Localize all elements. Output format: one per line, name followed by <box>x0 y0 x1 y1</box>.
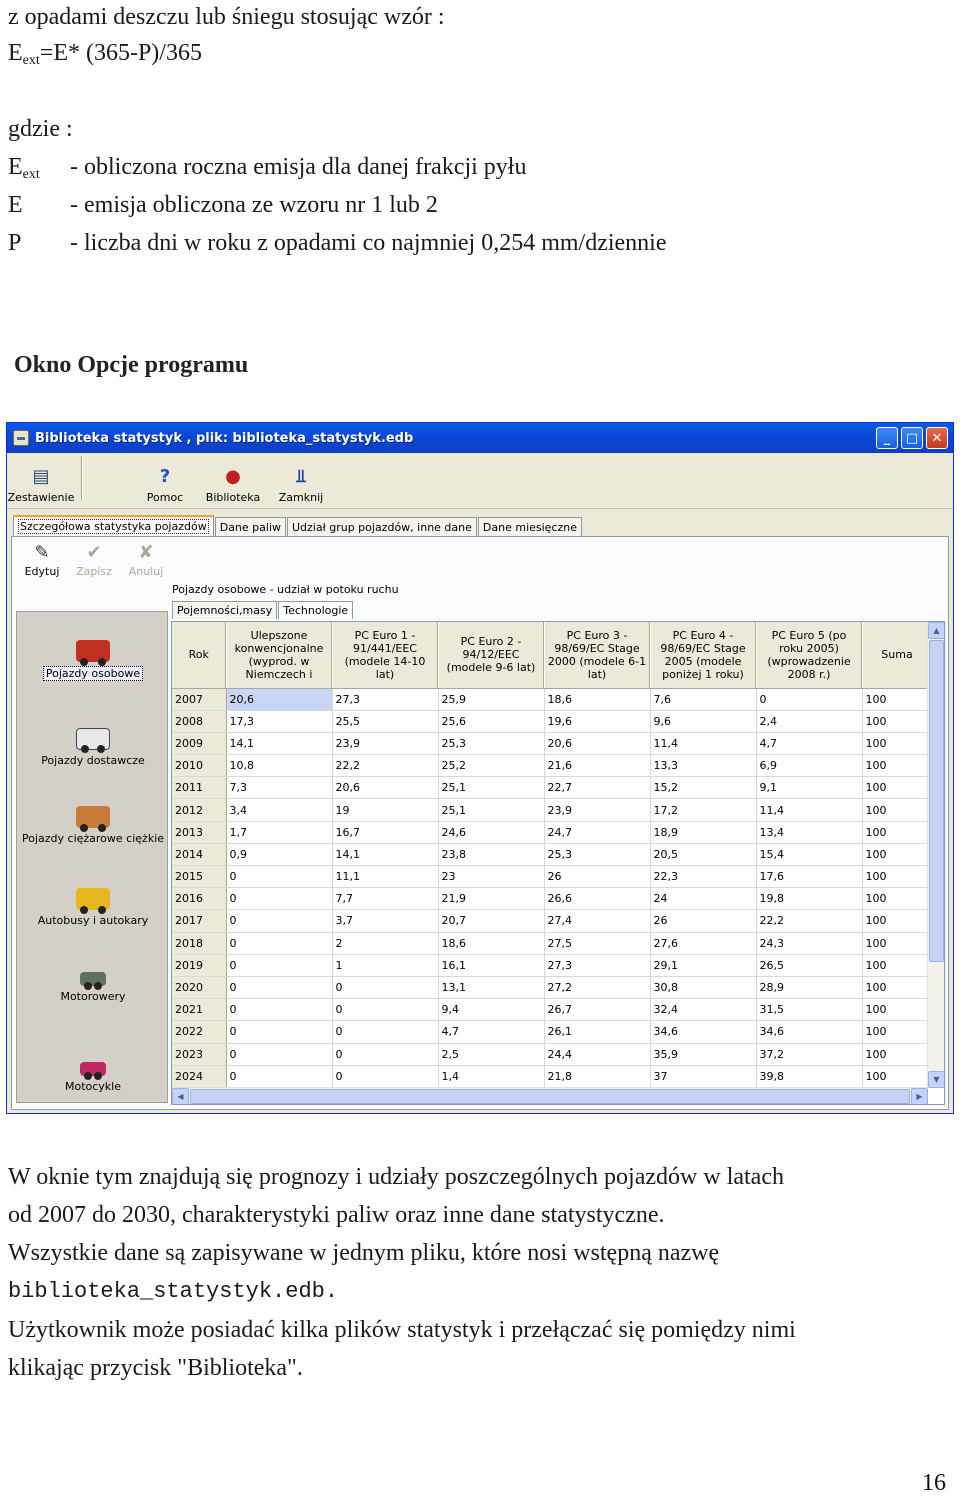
share-cell[interactable]: 100 <box>862 1065 932 1087</box>
gdzie-label: gdzie : <box>8 116 73 142</box>
share-cell[interactable]: 0 <box>332 1065 438 1087</box>
share-cell[interactable]: 0 <box>226 888 332 910</box>
definition-line: E - emisja obliczona ze wzoru nr 1 lub 2 <box>8 192 438 218</box>
definition-line: P - liczba dni w roku z opadami co najmniej 0,254 mm/dziennie <box>8 230 667 256</box>
share-cell[interactable]: 100 <box>862 710 932 732</box>
column-header[interactable]: Suma <box>862 622 932 688</box>
share-cell[interactable]: 100 <box>862 888 932 910</box>
share-cell[interactable]: 4,7 <box>756 732 862 754</box>
column-header[interactable]: PC Euro 1 - 91/441/EEC (modele 14-10 lat) <box>332 622 438 688</box>
paragraph-line: od 2007 do 2030, charakterystyki paliw oraz inne dane statystyczne. <box>8 1202 665 1228</box>
formula-symbol: E <box>8 40 23 66</box>
share-cell[interactable]: 7,6 <box>650 688 756 710</box>
library-button[interactable]: ● Biblioteka <box>205 465 261 504</box>
share-cell[interactable]: 29,1 <box>650 954 756 976</box>
minimize-button[interactable]: _ <box>876 427 898 449</box>
x-mark-icon: ✘ <box>138 541 154 563</box>
share-cell[interactable]: 100 <box>862 866 932 888</box>
share-cell[interactable]: 100 <box>862 999 932 1021</box>
share-cell[interactable]: 27,5 <box>544 932 650 954</box>
category-mopeds[interactable]: Motorowery <box>17 972 168 1003</box>
share-cell[interactable]: 7,3 <box>226 777 332 799</box>
share-cell[interactable]: 28,9 <box>756 976 862 998</box>
year-cell: 2023 <box>172 1043 226 1065</box>
share-cell[interactable]: 14,1 <box>332 843 438 865</box>
share-cell[interactable]: 0 <box>226 1021 332 1043</box>
share-cell[interactable]: 21,6 <box>544 755 650 777</box>
share-cell[interactable]: 20,7 <box>438 910 544 932</box>
scroll-down-icon[interactable]: ▼ <box>928 1071 945 1088</box>
formula <box>8 38 202 76</box>
share-cell[interactable]: 26,5 <box>756 954 862 976</box>
column-header[interactable]: PC Euro 5 (po roku 2005) (wprowadzenie 2008 r.) <box>756 622 862 688</box>
category-buses[interactable]: Autobusy i autokary <box>17 888 168 927</box>
share-cell[interactable]: 6,9 <box>756 755 862 777</box>
share-cell[interactable]: 20,6 <box>332 777 438 799</box>
share-cell[interactable]: 13,1 <box>438 976 544 998</box>
share-cell[interactable]: 34,6 <box>650 1021 756 1043</box>
table-row[interactable] <box>172 821 932 843</box>
pencil-icon: ✎ <box>34 541 50 563</box>
scroll-right-icon[interactable]: ▶ <box>911 1088 928 1105</box>
close-button[interactable]: ✕ <box>926 427 948 449</box>
cancel-button[interactable]: ✘ Anuluj <box>128 541 164 578</box>
table-row[interactable] <box>172 799 932 821</box>
share-cell[interactable]: 100 <box>862 843 932 865</box>
exit-icon: ⫫ <box>295 465 307 487</box>
share-cell[interactable]: 0 <box>226 976 332 998</box>
horizontal-scrollbar[interactable] <box>172 1087 928 1104</box>
paragraph-line: Użytkownik może posiadać kilka plików statystyk i przełączać się pomiędzy nimi <box>8 1317 796 1343</box>
share-cell[interactable]: 25,1 <box>438 799 544 821</box>
share-cell[interactable]: 24 <box>650 888 756 910</box>
share-cell[interactable]: 27,3 <box>544 954 650 976</box>
page-number: 16 <box>922 1470 946 1496</box>
share-cell[interactable]: 9,1 <box>756 777 862 799</box>
share-cell[interactable]: 11,4 <box>650 732 756 754</box>
share-cell[interactable]: 24,7 <box>544 821 650 843</box>
share-cell[interactable]: 25,1 <box>438 777 544 799</box>
share-cell[interactable]: 26 <box>544 866 650 888</box>
share-cell[interactable]: 100 <box>862 976 932 998</box>
year-cell: 2018 <box>172 932 226 954</box>
tab-fuel-data[interactable]: Dane paliw <box>215 517 286 537</box>
share-cell[interactable]: 3,7 <box>332 910 438 932</box>
save-button[interactable]: ✔ Zapisz <box>76 541 112 578</box>
share-cell[interactable]: 2,4 <box>756 710 862 732</box>
help-button[interactable]: ? Pomoc <box>146 465 184 504</box>
share-cell[interactable]: 100 <box>862 954 932 976</box>
table-row[interactable] <box>172 999 932 1021</box>
library-icon: ● <box>225 465 241 487</box>
table-row[interactable] <box>172 688 932 710</box>
vehicle-category-list <box>16 611 168 1103</box>
share-cell[interactable]: 9,6 <box>650 710 756 732</box>
table-row[interactable] <box>172 976 932 998</box>
year-cell: 2022 <box>172 1021 226 1043</box>
file-name: biblioteka_statystyk.edb. <box>8 1279 339 1304</box>
share-cell[interactable]: 25,3 <box>438 732 544 754</box>
share-cell[interactable]: 25,2 <box>438 755 544 777</box>
table-row[interactable] <box>172 888 932 910</box>
year-cell: 2010 <box>172 755 226 777</box>
table-row[interactable] <box>172 1021 932 1043</box>
share-cell[interactable]: 15,4 <box>756 843 862 865</box>
share-cell[interactable]: 19,8 <box>756 888 862 910</box>
year-cell: 2015 <box>172 866 226 888</box>
scroll-up-icon[interactable]: ▲ <box>928 622 945 639</box>
column-header[interactable]: Ulepszone konwencjonalne (wyprod. w Niemczech i <box>226 622 332 688</box>
column-header[interactable]: PC Euro 2 - 94/12/EEC (modele 9-6 lat) <box>438 622 544 688</box>
tab-vehicle-statistics[interactable]: Szczegółowa statystyka pojazdów <box>13 515 214 537</box>
main-tabs <box>13 515 583 537</box>
share-cell[interactable]: 30,8 <box>650 976 756 998</box>
share-cell[interactable]: 14,1 <box>226 732 332 754</box>
category-delivery-vans[interactable]: Pojazdy dostawcze <box>17 728 168 767</box>
definition-line: $E_{ext}$ - obliczona roczna emisja dla danej frakcji pyłu <box>8 154 527 182</box>
main-toolbar <box>7 453 953 509</box>
share-cell[interactable]: 0 <box>226 954 332 976</box>
year-cell: 2021 <box>172 999 226 1021</box>
share-cell[interactable]: 0,9 <box>226 843 332 865</box>
report-icon: ▤ <box>32 465 50 487</box>
share-cell[interactable]: 22,3 <box>650 866 756 888</box>
window-title: Biblioteka statystyk , plik: biblioteka_statystyk.edb <box>35 430 414 446</box>
year-cell: 2019 <box>172 954 226 976</box>
share-cell[interactable]: 22,2 <box>332 755 438 777</box>
year-cell: 2013 <box>172 821 226 843</box>
year-cell: 2017 <box>172 910 226 932</box>
year-cell: 2012 <box>172 799 226 821</box>
share-cell[interactable]: 100 <box>862 799 932 821</box>
paragraph-line: klikając przycisk "Biblioteka". <box>8 1355 303 1381</box>
column-header[interactable]: PC Euro 3 - 98/69/EC Stage 2000 (modele 6-1 lat) <box>544 622 650 688</box>
share-cell[interactable]: 9,4 <box>438 999 544 1021</box>
share-cell[interactable]: 11,1 <box>332 866 438 888</box>
summary-button[interactable]: ▤ Zestawienie <box>7 465 75 504</box>
panel-title: Pojazdy osobowe - udział w potoku ruchu <box>172 583 399 596</box>
share-cell[interactable]: 100 <box>862 910 932 932</box>
share-cell[interactable]: 100 <box>862 688 932 710</box>
share-cell[interactable]: 24,4 <box>544 1043 650 1065</box>
window-titlebar[interactable] <box>7 423 953 453</box>
paragraph-line: Wszystkie dane są zapisywane w jednym pliku, które nosi wstępną nazwę <box>8 1240 720 1266</box>
share-cell[interactable]: 16,1 <box>438 954 544 976</box>
category-motorcycles[interactable]: Motocykle <box>17 1062 168 1093</box>
share-cell[interactable]: 16,7 <box>332 821 438 843</box>
share-cell[interactable]: 25,5 <box>332 710 438 732</box>
share-cell[interactable]: 19,6 <box>544 710 650 732</box>
table-row[interactable] <box>172 710 932 732</box>
help-icon: ? <box>159 465 171 487</box>
table-row[interactable] <box>172 1065 932 1087</box>
year-cell: 2007 <box>172 688 226 710</box>
bus-icon <box>76 888 110 910</box>
share-cell[interactable]: 0 <box>332 1043 438 1065</box>
edit-actions <box>16 541 172 578</box>
formula-expression: =E* (365-P)/365 <box>39 40 202 66</box>
share-cell[interactable]: 13,4 <box>756 821 862 843</box>
table-row[interactable] <box>172 932 932 954</box>
app-icon <box>13 430 29 446</box>
column-header[interactable]: PC Euro 4 - 98/69/EC Stage 2005 (modele poniżej 1 roku) <box>650 622 756 688</box>
section-title: Okno Opcje programu <box>14 352 249 378</box>
moped-icon <box>80 972 106 986</box>
sub-tabs <box>172 601 354 619</box>
share-cell[interactable]: 26,6 <box>544 888 650 910</box>
share-cell[interactable]: 10,8 <box>226 755 332 777</box>
year-cell: 2014 <box>172 843 226 865</box>
intro-line: z opadami deszczu lub śniegu stosując wzór : <box>8 4 445 30</box>
share-cell[interactable]: 31,5 <box>756 999 862 1021</box>
share-cell[interactable]: 100 <box>862 821 932 843</box>
share-cell[interactable]: 2 <box>332 932 438 954</box>
tab-monthly-data[interactable]: Dane miesięczne <box>478 517 582 537</box>
share-cell[interactable]: 32,4 <box>650 999 756 1021</box>
maximize-button[interactable]: □ <box>901 427 923 449</box>
table-row[interactable] <box>172 866 932 888</box>
table-row[interactable] <box>172 732 932 754</box>
share-cell[interactable]: 0 <box>226 1065 332 1087</box>
share-cell[interactable]: 27,4 <box>544 910 650 932</box>
category-passenger-cars[interactable]: Pojazdy osobowe <box>17 640 168 681</box>
share-cell[interactable]: 18,6 <box>544 688 650 710</box>
share-cell[interactable]: 37,2 <box>756 1043 862 1065</box>
share-cell[interactable]: 0 <box>226 1043 332 1065</box>
share-cell[interactable]: 24,6 <box>438 821 544 843</box>
share-cell[interactable]: 26,7 <box>544 999 650 1021</box>
table-row[interactable] <box>172 910 932 932</box>
truck-icon <box>76 806 110 828</box>
table-row[interactable] <box>172 777 932 799</box>
share-cell[interactable]: 11,4 <box>756 799 862 821</box>
share-cell[interactable]: 100 <box>862 1021 932 1043</box>
category-heavy-trucks[interactable]: Pojazdy ciężarowe ciężkie <box>17 806 168 845</box>
share-cell[interactable]: 27,2 <box>544 976 650 998</box>
share-cell[interactable]: 26,1 <box>544 1021 650 1043</box>
scroll-thumb[interactable] <box>190 1089 910 1104</box>
share-cell[interactable]: 17,3 <box>226 710 332 732</box>
share-cell[interactable]: 17,6 <box>756 866 862 888</box>
share-cell[interactable]: 0 <box>332 999 438 1021</box>
share-cell[interactable]: 1,4 <box>438 1065 544 1087</box>
year-cell: 2020 <box>172 976 226 998</box>
table-row[interactable] <box>172 954 932 976</box>
share-cell[interactable]: 27,6 <box>650 932 756 954</box>
checkmark-icon: ✔ <box>86 541 102 563</box>
subtab-technologies[interactable]: Technologie <box>278 601 353 619</box>
data-table <box>172 622 933 1088</box>
year-cell: 2009 <box>172 732 226 754</box>
motorcycle-icon <box>80 1062 106 1076</box>
share-cell[interactable]: 21,8 <box>544 1065 650 1087</box>
table-row[interactable] <box>172 755 932 777</box>
share-cell[interactable]: 18,9 <box>650 821 756 843</box>
share-cell[interactable]: 100 <box>862 732 932 754</box>
share-cell[interactable]: 3,4 <box>226 799 332 821</box>
share-cell[interactable]: 39,8 <box>756 1065 862 1087</box>
formula-subscript: ext <box>22 53 40 68</box>
share-cell[interactable]: 25,6 <box>438 710 544 732</box>
share-cell[interactable]: 0 <box>756 688 862 710</box>
scroll-thumb[interactable] <box>929 640 944 962</box>
year-cell: 2016 <box>172 888 226 910</box>
share-cell[interactable]: 35,9 <box>650 1043 756 1065</box>
column-header[interactable]: Rok <box>172 622 226 688</box>
toolbar-separator <box>81 456 83 500</box>
share-cell[interactable]: 34,6 <box>756 1021 862 1043</box>
share-cell[interactable]: 37 <box>650 1065 756 1087</box>
technology-share-grid <box>171 621 945 1105</box>
year-cell: 2011 <box>172 777 226 799</box>
share-cell[interactable]: 0 <box>226 910 332 932</box>
paragraph-line: W oknie tym znajdują się prognozy i udziały poszczególnych pojazdów w latach <box>8 1164 784 1190</box>
edit-button[interactable]: ✎ Edytuj <box>24 541 60 578</box>
tab-panel <box>11 536 949 1110</box>
share-cell[interactable]: 18,6 <box>438 932 544 954</box>
table-row[interactable] <box>172 843 932 865</box>
share-cell[interactable]: 1,7 <box>226 821 332 843</box>
share-cell[interactable]: 0 <box>226 932 332 954</box>
share-cell[interactable]: 23 <box>438 866 544 888</box>
share-cell[interactable]: 0 <box>332 976 438 998</box>
share-cell[interactable]: 100 <box>862 755 932 777</box>
share-cell[interactable]: 21,9 <box>438 888 544 910</box>
subtab-capacity-mass[interactable]: Pojemności,masy <box>172 601 277 619</box>
share-cell[interactable]: 100 <box>862 777 932 799</box>
close-app-button[interactable]: ⫫ Zamknij <box>278 465 324 504</box>
van-icon <box>76 728 110 750</box>
share-cell[interactable]: 27,3 <box>332 688 438 710</box>
share-cell[interactable]: 0 <box>226 866 332 888</box>
vertical-scrollbar[interactable] <box>927 622 944 1088</box>
share-cell[interactable]: 20,6 <box>226 688 332 710</box>
year-cell: 2024 <box>172 1065 226 1087</box>
share-cell[interactable]: 2,5 <box>438 1043 544 1065</box>
share-cell[interactable]: 20,5 <box>650 843 756 865</box>
share-cell[interactable]: 23,9 <box>332 732 438 754</box>
share-cell[interactable]: 17,2 <box>650 799 756 821</box>
share-cell[interactable]: 15,2 <box>650 777 756 799</box>
share-cell[interactable]: 13,3 <box>650 755 756 777</box>
scroll-left-icon[interactable]: ◀ <box>172 1088 189 1105</box>
share-cell[interactable]: 19 <box>332 799 438 821</box>
share-cell[interactable]: 25,9 <box>438 688 544 710</box>
share-cell[interactable]: 1 <box>332 954 438 976</box>
share-cell[interactable]: 7,7 <box>332 888 438 910</box>
share-cell[interactable]: 23,8 <box>438 843 544 865</box>
table-row[interactable] <box>172 1043 932 1065</box>
car-icon <box>76 640 110 662</box>
library-window <box>6 422 954 1114</box>
share-cell[interactable]: 0 <box>332 1021 438 1043</box>
share-cell[interactable]: 4,7 <box>438 1021 544 1043</box>
share-cell[interactable]: 100 <box>862 932 932 954</box>
share-cell[interactable]: 24,3 <box>756 932 862 954</box>
share-cell[interactable]: 25,3 <box>544 843 650 865</box>
share-cell[interactable]: 22,7 <box>544 777 650 799</box>
share-cell[interactable]: 100 <box>862 1043 932 1065</box>
share-cell[interactable]: 22,2 <box>756 910 862 932</box>
share-cell[interactable]: 26 <box>650 910 756 932</box>
share-cell[interactable]: 0 <box>226 999 332 1021</box>
share-cell[interactable]: 20,6 <box>544 732 650 754</box>
share-cell[interactable]: 23,9 <box>544 799 650 821</box>
tab-vehicle-groups[interactable]: Udział grup pojazdów, inne dane <box>287 517 477 537</box>
year-cell: 2008 <box>172 710 226 732</box>
